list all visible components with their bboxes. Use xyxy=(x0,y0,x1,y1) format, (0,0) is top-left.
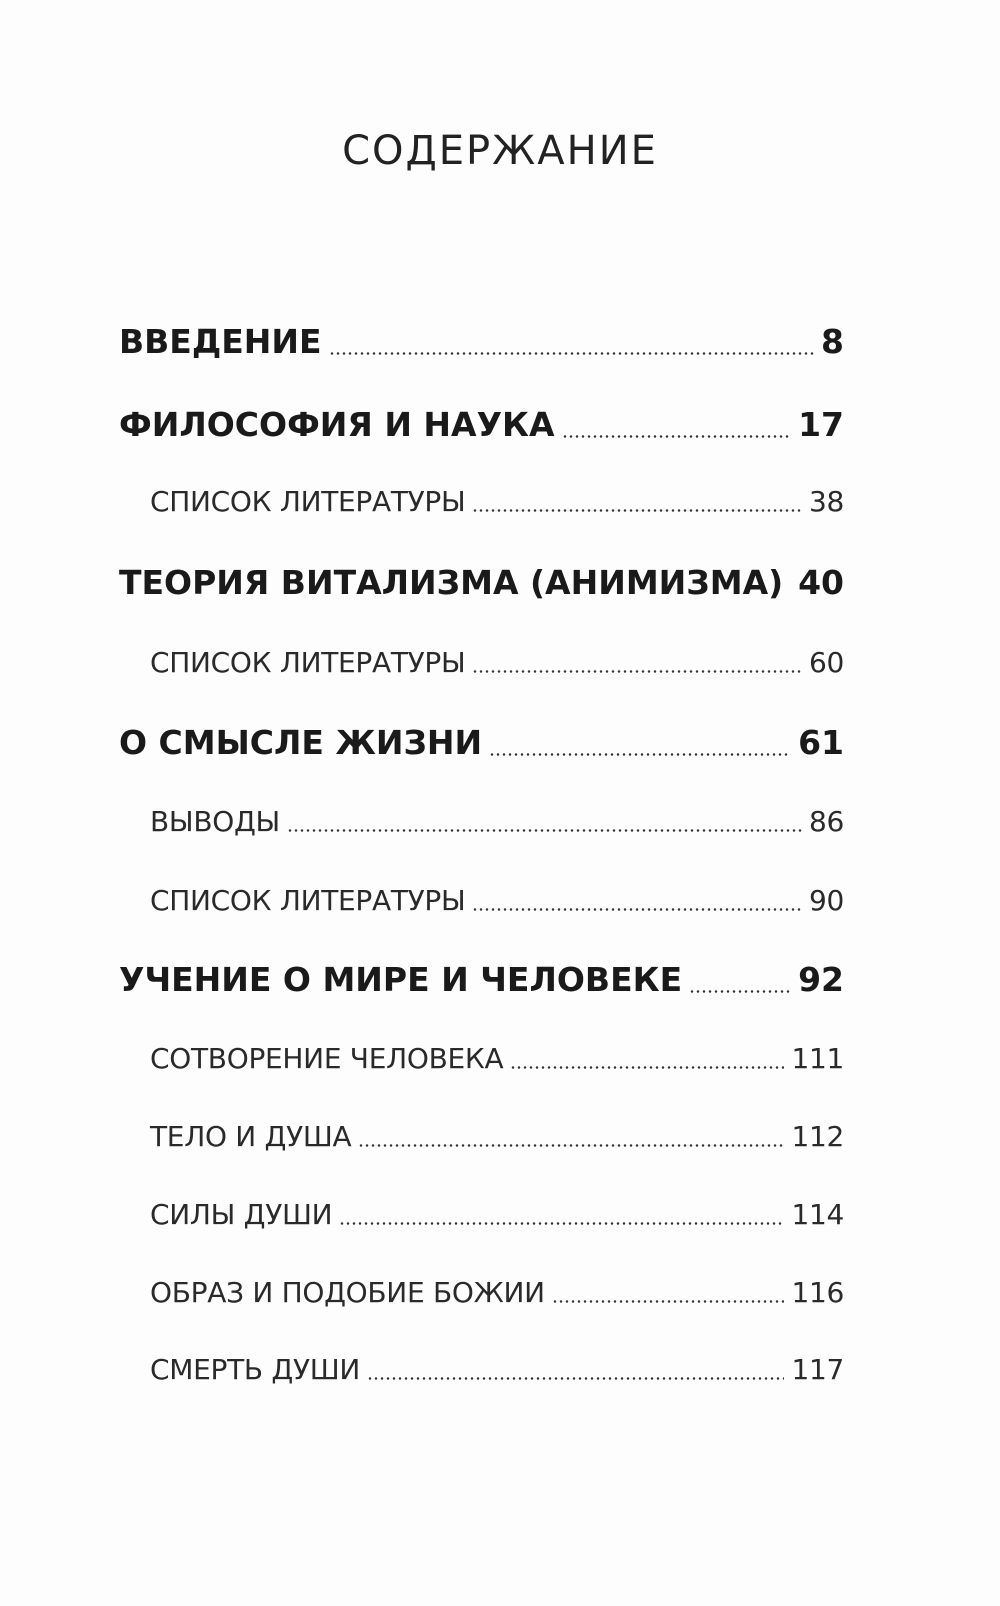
toc-entry-image-and-likeness xyxy=(150,1276,844,1309)
toc-entry-creation-of-man xyxy=(150,1042,844,1075)
toc-entry-death-of-soul xyxy=(150,1353,844,1386)
toc-entry-page: 17 xyxy=(798,405,844,444)
dot-leader xyxy=(552,1300,785,1303)
dot-leader xyxy=(358,1144,784,1147)
toc-entry-label: О СМЫСЛЕ ЖИЗНИ xyxy=(119,723,483,762)
toc-entry-introduction xyxy=(119,322,844,361)
toc-entry-label: ТЕОРИЯ ВИТАЛИЗМА (АНИМИЗМА) xyxy=(119,563,784,602)
toc-entry-conclusions xyxy=(150,805,844,838)
toc-entry-label: ОБРАЗ И ПОДОБИЕ БОЖИИ xyxy=(150,1276,545,1309)
toc-entry-world-and-man xyxy=(119,960,844,999)
toc-entry-label: ВЫВОДЫ xyxy=(150,805,280,838)
toc-entry-references xyxy=(150,884,844,917)
toc-entry-page: 114 xyxy=(791,1198,844,1231)
toc-entry-page: 8 xyxy=(821,322,844,361)
toc-entry-label: СПИСОК ЛИТЕРАТУРЫ xyxy=(150,884,466,917)
toc-entry-references xyxy=(150,485,844,518)
dot-leader xyxy=(287,829,802,832)
dot-leader xyxy=(472,509,802,512)
toc-entry-page: 61 xyxy=(798,723,844,762)
toc-entry-page: 60 xyxy=(808,646,844,679)
toc-entry-label: УЧЕНИЕ О МИРЕ И ЧЕЛОВЕКЕ xyxy=(119,960,683,999)
dot-leader xyxy=(689,990,791,993)
toc-entry-page: 112 xyxy=(791,1120,844,1153)
toc-heading: СОДЕРЖАНИЕ xyxy=(342,128,658,174)
dot-leader xyxy=(367,1377,784,1380)
toc-entry-label: СМЕРТЬ ДУШИ xyxy=(150,1353,361,1386)
dot-leader xyxy=(472,670,802,673)
toc-entry-page: 86 xyxy=(808,805,844,838)
toc-entry-label: СПИСОК ЛИТЕРАТУРЫ xyxy=(150,646,466,679)
toc-entry-page: 40 xyxy=(798,563,844,602)
toc-entry-page: 90 xyxy=(808,884,844,917)
toc-entry-page: 117 xyxy=(791,1353,844,1386)
toc-entry-label: СОТВОРЕНИЕ ЧЕЛОВЕКА xyxy=(150,1042,504,1075)
toc-entry-page: 92 xyxy=(798,960,844,999)
dot-leader xyxy=(489,753,791,756)
toc-entry-label: ТЕЛО И ДУША xyxy=(150,1120,352,1153)
toc-entry-references xyxy=(150,646,844,679)
toc-entry-page: 116 xyxy=(791,1276,844,1309)
toc-entry-label: ФИЛОСОФИЯ И НАУКА xyxy=(119,405,555,444)
dot-leader xyxy=(329,352,814,355)
dot-leader xyxy=(339,1222,784,1225)
toc-entry-philosophy-and-science xyxy=(119,405,844,444)
toc-entry-label: ВВЕДЕНИЕ xyxy=(119,322,322,361)
dot-leader xyxy=(510,1066,784,1069)
toc-entry-page: 111 xyxy=(791,1042,844,1075)
toc-entry-body-and-soul xyxy=(150,1120,844,1153)
dot-leader xyxy=(562,435,792,438)
toc-entry-label: СИЛЫ ДУШИ xyxy=(150,1198,333,1231)
toc-entry-label: СПИСОК ЛИТЕРАТУРЫ xyxy=(150,485,466,518)
dot-leader xyxy=(472,908,802,911)
toc-entry-page: 38 xyxy=(808,485,844,518)
toc-entry-vitalism-theory xyxy=(119,563,844,602)
dot-leader xyxy=(790,593,791,596)
toc-entry-powers-of-soul xyxy=(150,1198,844,1231)
toc-entry-meaning-of-life xyxy=(119,723,844,762)
